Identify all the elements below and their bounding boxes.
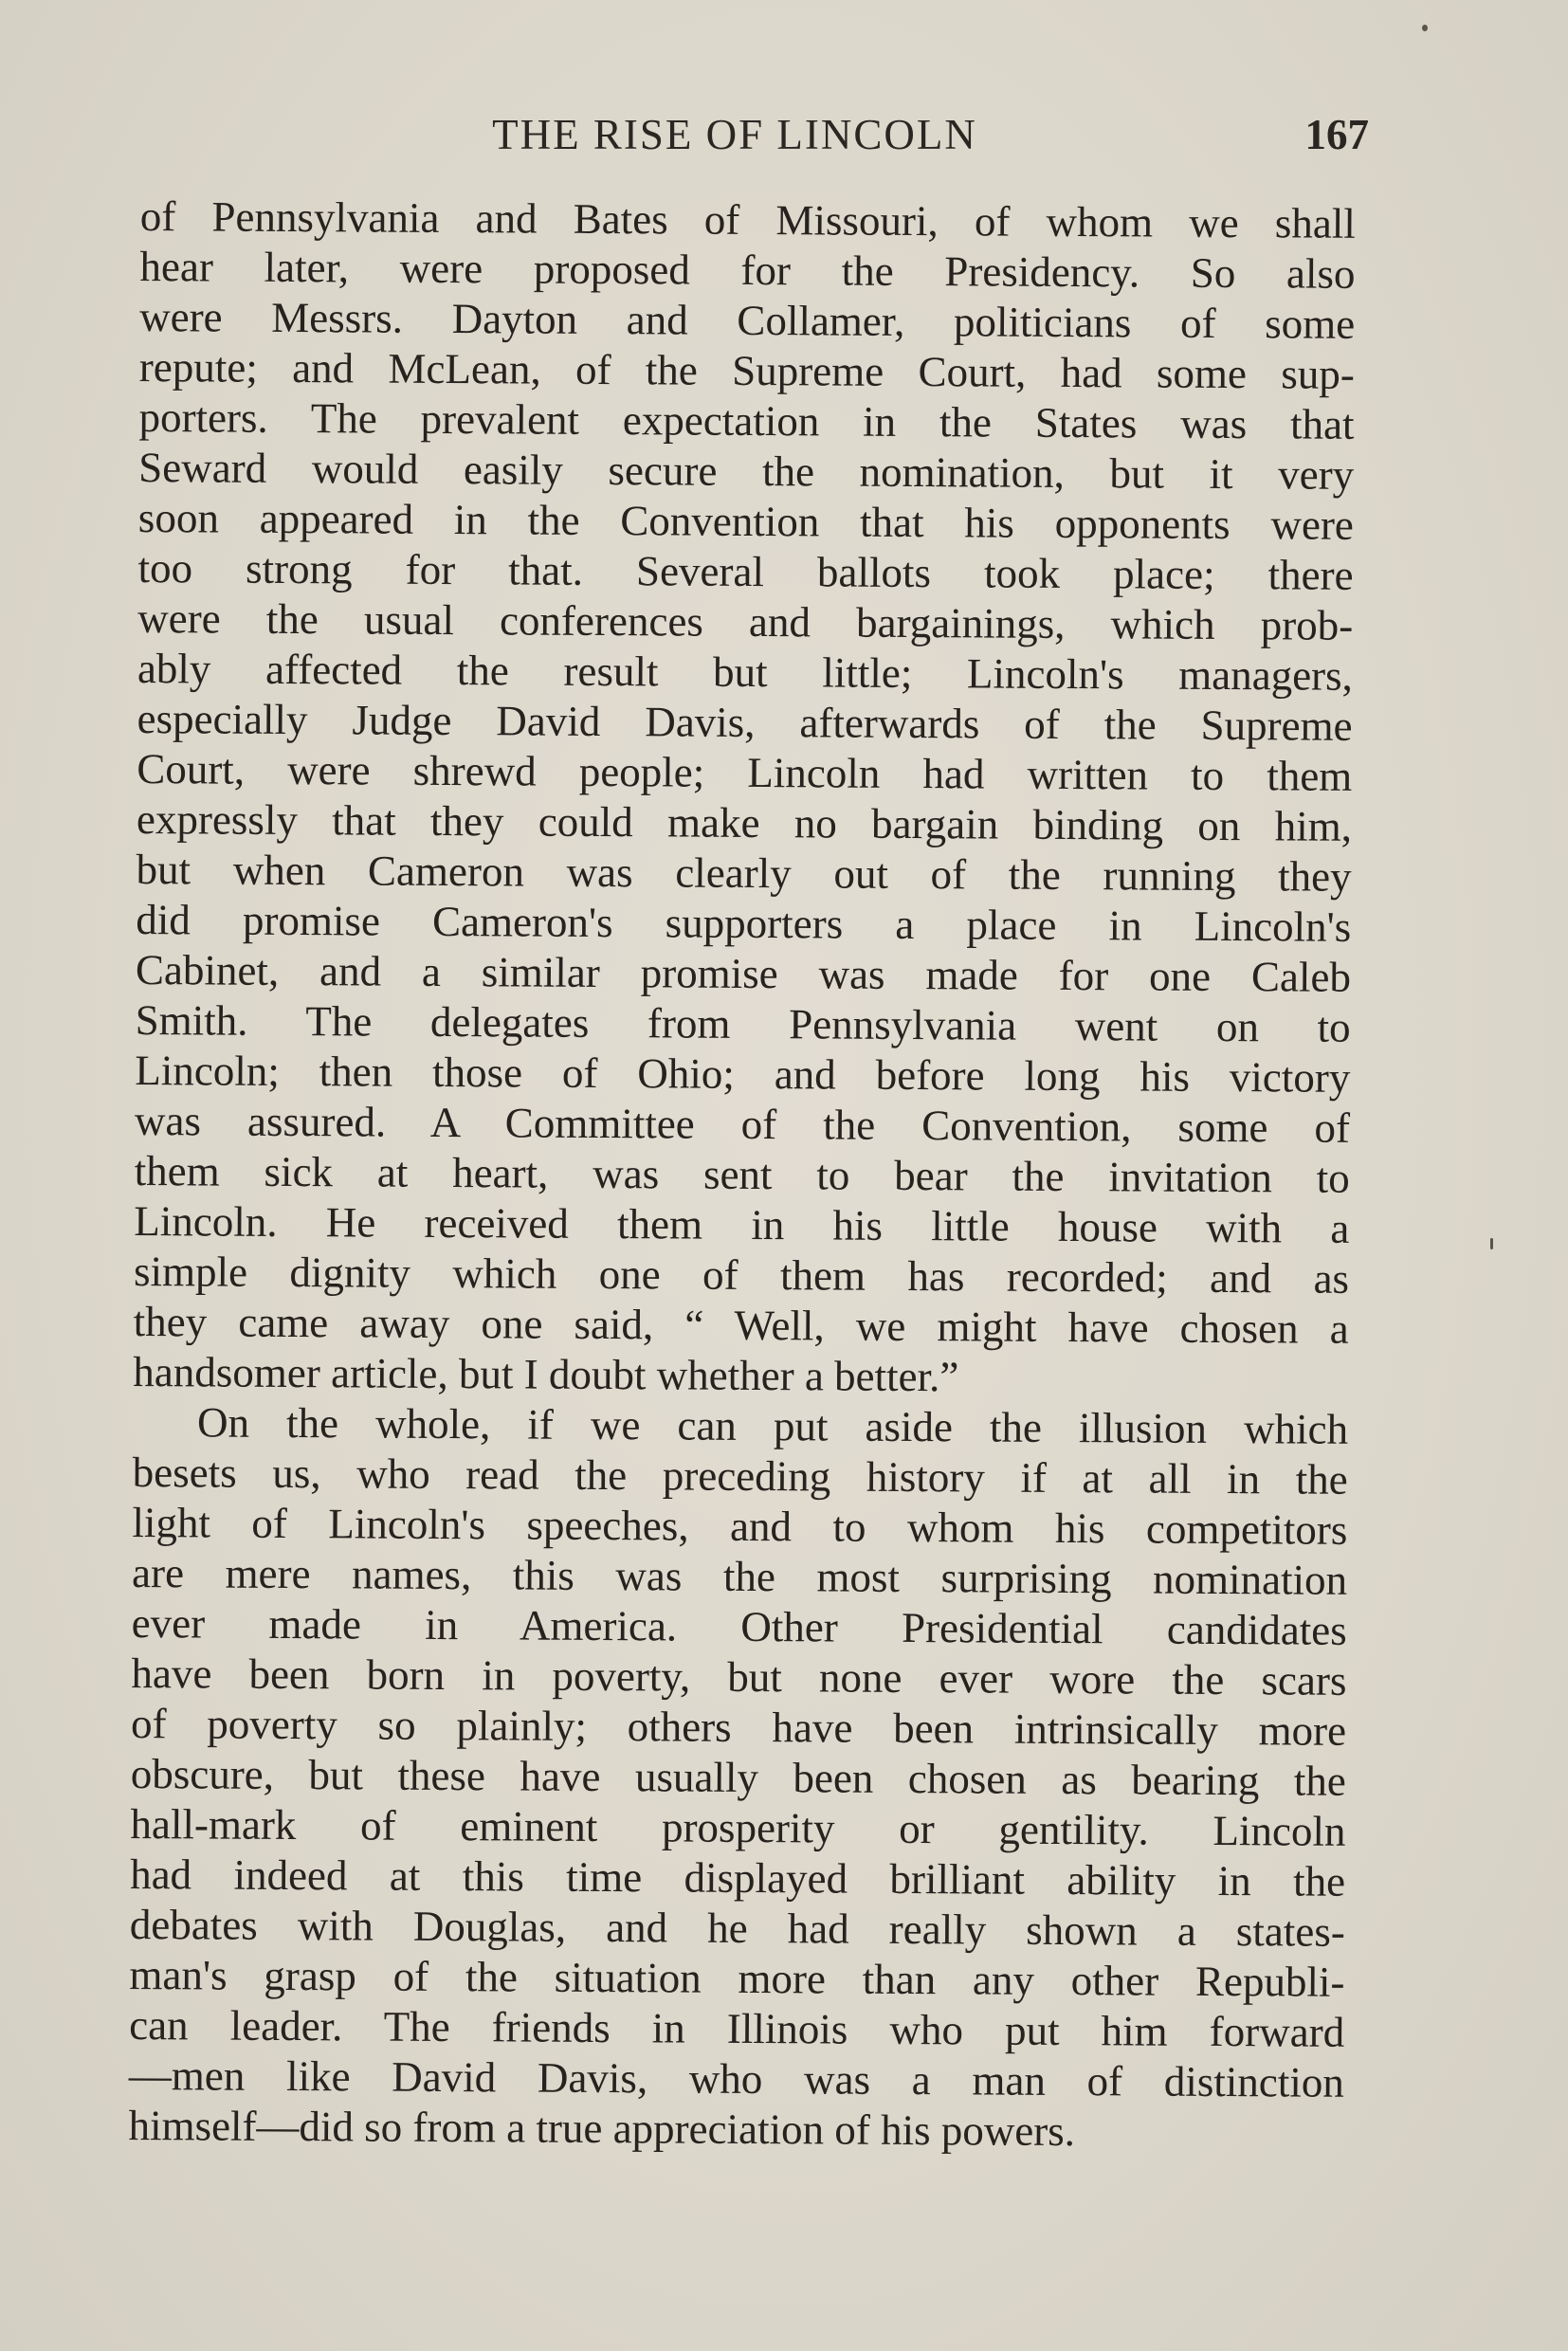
text-line: light of Lincoln's speeches, and to whom his competitors — [132, 1498, 1348, 1554]
text-line: were Messrs. Dayton and Collamer, politicians of some — [139, 292, 1356, 348]
text-line: Cabinet, and a similar promise was made for one Caleb — [135, 945, 1352, 1001]
text-line: them sick at heart, was sent to bear the invitation to — [134, 1146, 1350, 1202]
text-line: ably affected the result but little; Lincoln's managers, — [137, 644, 1354, 700]
text-line: hear later, were proposed for the Presidency. So also — [139, 242, 1356, 298]
text-line: did promise Cameron's supporters a place in Lincoln's — [136, 895, 1352, 951]
text-line: have been born in poverty, but none ever wore the scars — [131, 1649, 1347, 1704]
text-line: obscure, but these have usually been chosen as bearing the — [130, 1749, 1346, 1805]
text-line: can leader. The friends in Illinois who put him forward — [129, 2000, 1345, 2056]
text-line: handsomer article, but I doubt whether a better.” — [133, 1347, 959, 1401]
text-line: were the usual conferences and bargainings, which prob- — [137, 593, 1354, 649]
page-number: 167 — [1304, 111, 1369, 158]
text-line: Lincoln. He received them in his little house with a — [134, 1196, 1350, 1252]
ink-speck — [1422, 25, 1428, 31]
text-line: man's grasp of the situation more than any other Republi- — [129, 1950, 1345, 2006]
text-line: Seward would easily secure the nomination, but it very — [138, 443, 1355, 499]
text-line: of Pennsylvania and Bates of Missouri, of whom we shall — [139, 191, 1356, 247]
text-line: are mere names, this was the most surprising nomination — [131, 1548, 1348, 1604]
text-line: besets us, who read the preceding history if at all in the — [132, 1448, 1348, 1504]
paragraph — [133, 191, 1356, 1405]
text-line: especially Judge David Davis, afterwards of the Supreme — [137, 694, 1353, 750]
text-line: hall-mark of eminent prosperity or gentility. Lincoln — [130, 1799, 1346, 1855]
text-line: but when Cameron was clearly out of the running they — [136, 845, 1352, 901]
ink-speck — [1490, 1238, 1493, 1249]
text-line: too strong for that. Several ballots took place; there — [137, 543, 1354, 599]
text-line: had indeed at this time displayed brilliant ability in the — [130, 1850, 1346, 1905]
running-head — [142, 106, 1369, 163]
text-line: On the whole, if we can put aside the illusion which — [196, 1398, 1349, 1453]
text-line: —men like David Davis, who was a man of distinction — [128, 2050, 1344, 2106]
text-line: himself—did so from a true appreciation of his powers. — [128, 2101, 1076, 2156]
text-line: soon appeared in the Convention that his opponents were — [137, 493, 1355, 549]
text-line: they came away one said, “ Well, we might have chosen a — [133, 1297, 1349, 1353]
text-line: ever made in America. Other Presidential candidates — [131, 1598, 1347, 1654]
text-line: expressly that they could make no bargain binding on him, — [136, 794, 1353, 850]
text-line: repute; and McLean, of the Supreme Court, had some sup- — [138, 342, 1355, 398]
text-line: of poverty so plainly; others have been intrinsically more — [130, 1699, 1347, 1755]
text-line: porters. The prevalent expectation in the States was that — [138, 392, 1355, 448]
text-line: debates with Douglas, and he had really shown a states- — [129, 1900, 1345, 1956]
text-line: simple dignity which one of them has recorded; and as — [133, 1247, 1350, 1303]
text-line: was assured. A Committee of the Convention, some of — [134, 1096, 1351, 1152]
text-line: Court, were shrewd people; Lincoln had written to them — [137, 744, 1353, 800]
text-line: Lincoln; then those of Ohio; and before long his victory — [135, 1046, 1351, 1102]
text-line: Smith. The delegates from Pennsylvania went on to — [135, 995, 1351, 1051]
body-text — [128, 191, 1356, 2159]
paragraph — [128, 1397, 1348, 2159]
running-head-title: THE RISE OF LINCOLN — [492, 111, 977, 158]
